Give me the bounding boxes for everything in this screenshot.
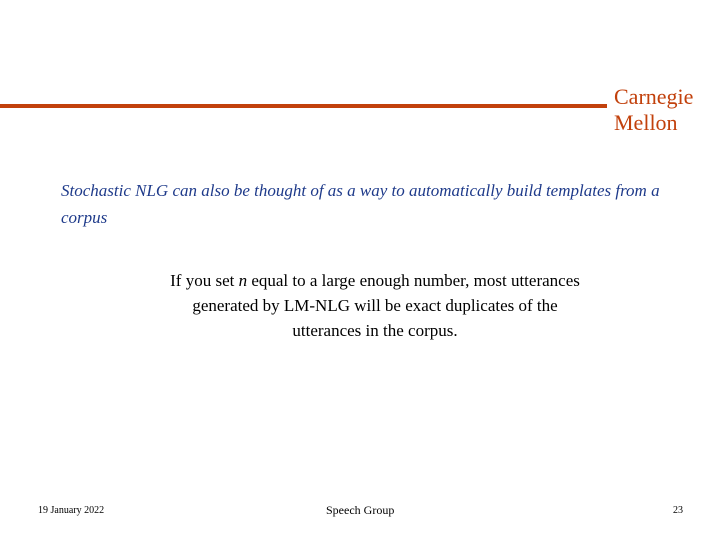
slide-headline: Stochastic NLG can also be thought of as a way to automatically build templates from a corpus — [61, 181, 660, 227]
footer-date: 19 January 2022 — [38, 505, 105, 516]
body-text-1: If you set — [170, 271, 239, 290]
body-variable: n — [238, 271, 248, 290]
brand-line-1: Carnegie — [614, 84, 694, 109]
header-rule — [0, 104, 607, 108]
footer-group: Speech Group — [326, 503, 395, 517]
brand-line-2: Mellon — [614, 110, 678, 135]
body-text-2: equal to a large enough number, most utterances generated by LM-NLG will be exact duplicates of the utterances in the corpus. — [192, 271, 580, 340]
slide-body — [160, 268, 590, 343]
page-number: 23 — [673, 505, 683, 516]
brand-logo — [614, 84, 693, 136]
